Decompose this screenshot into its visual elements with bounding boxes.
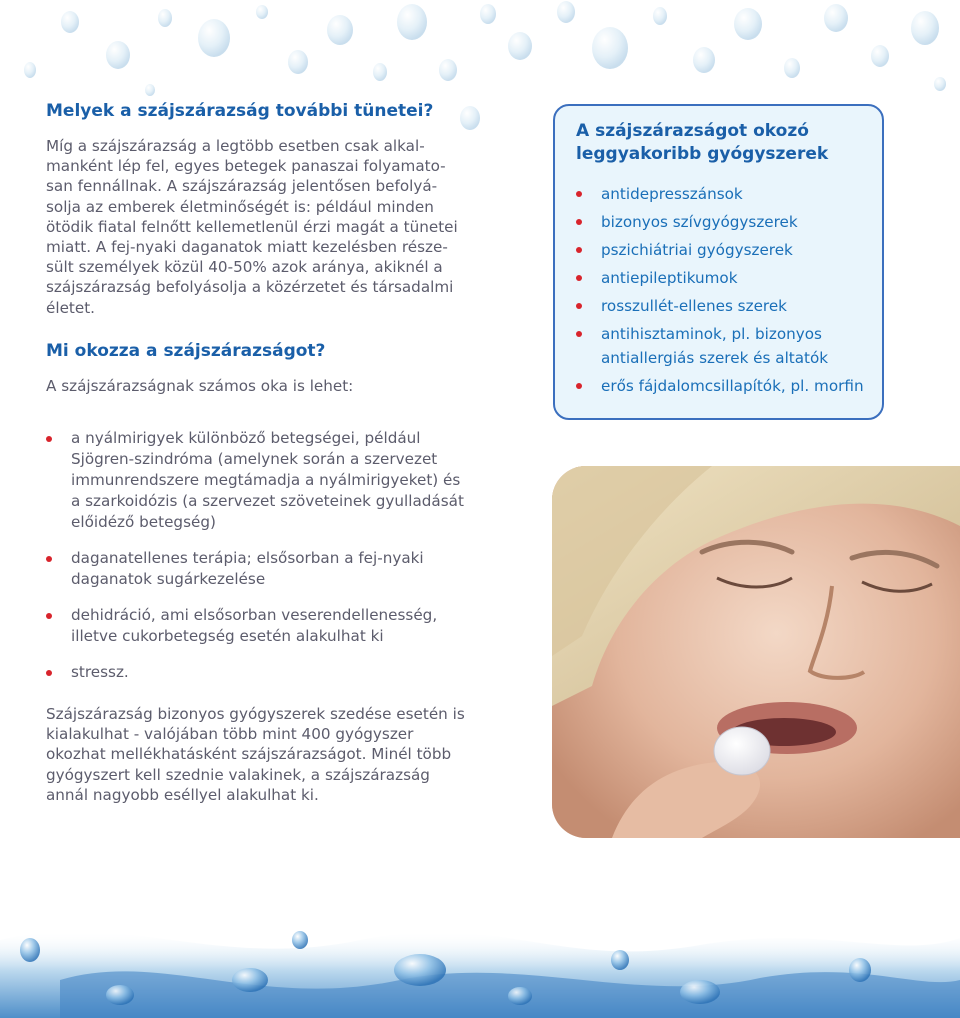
medications-list xyxy=(555,182,882,398)
list-item xyxy=(555,238,866,262)
closing-paragraph: Szájszárazság bizonyos gyógyszerek szedése esetén is kialakulhat - valójában több mint 400 gyógyszer okozhat mellékhatásként szájszárazságot. Minél több gyógyszert kell szednie valakinek, a szájszárazság annál nagyobb eséllyel alakulhat ki. xyxy=(46,705,465,804)
medication-text: antidepresszánsok xyxy=(601,185,743,203)
medication-text: antihisztaminok, pl. bizonyos antiallergiás szerek és altatók xyxy=(601,325,829,367)
bullet-icon xyxy=(46,670,52,676)
medication-text: bizonyos szívgyógyszerek xyxy=(601,213,798,231)
medication-text: antiepileptikumok xyxy=(601,269,738,287)
symptoms-paragraph: Míg a szájszárazság a legtöbb esetben csak alkal- manként lép fel, egyes betegek panaszai folyamato- san fennállnak. A szájszárazság jelentősen befolyá- solja az emberek életminőségét is: például minden ötödik fiatal felnőtt kellemetlenül érzi magát a tünetei miatt. A fej-nyaki daganatok miatt kezelésben része- sült személyek közül 40-50% azok aránya, akiknél a szájszárazság befolyásolja a közérzetet és társadalmi életet. xyxy=(46,137,458,317)
list-item xyxy=(46,548,466,590)
bullet-icon xyxy=(576,383,582,389)
symptoms-heading: Melyek a szájszárazság további tünetei? xyxy=(46,101,434,121)
medication-text: rosszullét-ellenes szerek xyxy=(601,297,787,315)
medication-text: pszichiátriai gyógyszerek xyxy=(601,241,793,259)
bullet-icon xyxy=(46,556,52,562)
medications-box xyxy=(553,104,884,420)
cause-text: a nyálmirigyek különböző betegségei, például Sjögren-szindróma (amelynek során a szervezet immunrendszere megtámadja a nyálmirigyeket) és a szarkoidózis (a szervezet szöveteinek gyulladását előidéző betegség) xyxy=(71,429,464,531)
bullet-icon xyxy=(576,331,582,337)
cause-text: daganatellenes terápia; elsősorban a fej-nyaki daganatok sugárkezelése xyxy=(71,549,424,588)
bullet-icon xyxy=(46,613,52,619)
causes-list xyxy=(46,428,466,698)
bullet-icon xyxy=(576,219,582,225)
causes-lead: A szájszárazságnak számos oka is lehet: xyxy=(46,376,354,395)
list-item xyxy=(555,374,866,398)
list-item xyxy=(555,182,866,206)
list-item xyxy=(46,605,466,647)
bullet-icon xyxy=(576,191,582,197)
woman-taking-pill-photo xyxy=(552,466,960,838)
list-item xyxy=(555,322,866,370)
causes-heading: Mi okozza a szájszárazságot? xyxy=(46,340,326,361)
water-splash-decoration xyxy=(0,820,960,1018)
cause-text: dehidráció, ami elsősorban veserendellenesség, illetve cukorbetegség esetén alakulhat ki xyxy=(71,606,438,645)
bullet-icon xyxy=(576,275,582,281)
bullet-icon xyxy=(46,436,52,442)
left-column xyxy=(46,100,466,396)
list-item xyxy=(555,210,866,234)
medications-heading: A szájszárazságot okozó leggyakoribb gyógyszerek xyxy=(576,121,829,164)
list-item xyxy=(46,662,466,683)
list-item xyxy=(46,428,466,533)
list-item xyxy=(555,294,866,318)
bullet-icon xyxy=(576,247,582,253)
cause-text: stressz. xyxy=(71,663,129,681)
bullet-icon xyxy=(576,303,582,309)
medication-text: erős fájdalomcsillapítók, pl. morfin xyxy=(601,377,864,395)
list-item xyxy=(555,266,866,290)
